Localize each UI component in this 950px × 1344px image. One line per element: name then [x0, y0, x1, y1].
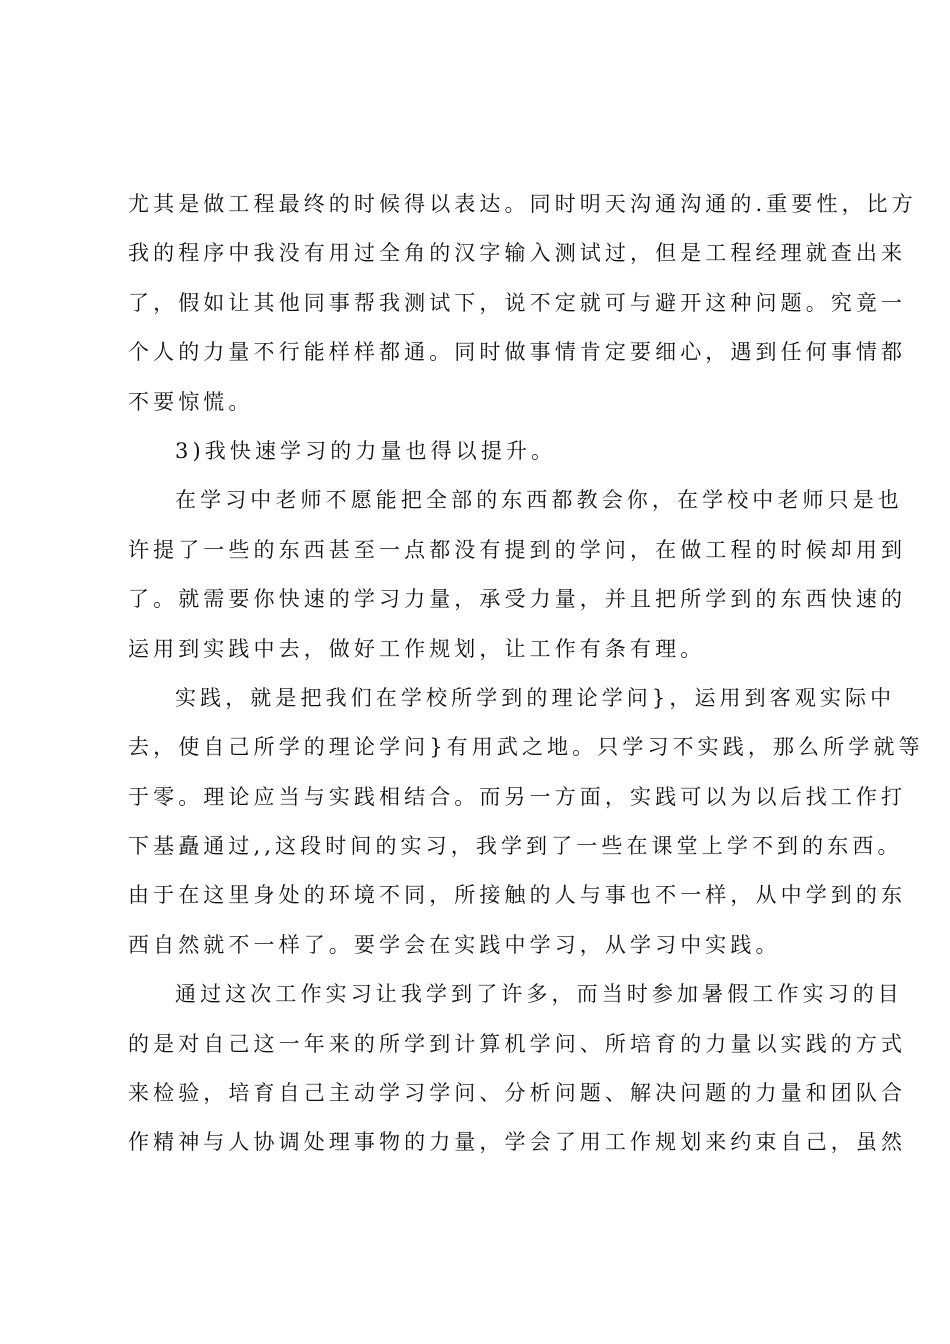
text-line: 西自然就不一样了。要学会在实践中学习，从学习中实践。: [128, 932, 781, 957]
text-line: 作精神与人协调处理事物的力量，学会了用工作规划来约束自己，虽然: [128, 1130, 907, 1155]
text-line: 许提了一些的东西甚至一点都没有提到的学问，在做工程的时候却用到: [128, 537, 907, 562]
text-line: 下基矗通过,,这段时间的实习，我学到了一些在课堂上学不到的东西。: [128, 834, 903, 859]
text-line: 我的程序中我没有用过全角的汉字输入测试过，但是工程经理就查出来: [128, 241, 907, 266]
text-line: 了，假如让其他同事帮我测试下，说不定就可与避开这种问题。究竟一: [128, 290, 907, 315]
paragraph-first-line: 在学习中老师不愿能把全部的东西都教会你，在学校中老师只是也: [175, 488, 903, 513]
paragraph-first-line: 通过这次工作实习让我学到了许多，而当时参加暑假工作实习的目: [175, 982, 903, 1007]
paragraph-first-line: 3)我快速学习的力量也得以提升。: [175, 438, 557, 463]
text-line: 了。就需要你快速的学习力量，承受力量，并且把所学到的东西快速的: [128, 587, 907, 612]
text-line: 去，使自己所学的理论学问}有用武之地。只学习不实践，那么所学就等: [128, 735, 924, 760]
text-line: 由于在这里身处的环境不同，所接触的人与事也不一样，从中学到的东: [128, 883, 907, 908]
text-line: 尤其是做工程最终的时候得以表达。同时明天沟通沟通的.重要性，比方: [128, 192, 917, 216]
text-line: 来检验，培育自己主动学习学问、分析问题、解决问题的力量和团队合: [128, 1081, 907, 1106]
text-line: 的是对自己这一年来的所学到计算机学问、所培育的力量以实践的方式: [128, 1031, 907, 1056]
text-line: 于零。理论应当与实践相结合。而另一方面，实践可以为以后找工作打: [128, 784, 907, 809]
document-body: [128, 188, 924, 1176]
text-line: 不要惊慌。: [128, 389, 254, 414]
paragraph-first-line: 实践，就是把我们在学校所学到的理论学问}，运用到客观实际中: [175, 685, 896, 710]
text-line: 个人的力量不行能样样都通。同时做事情肯定要细心，遇到任何事情都: [128, 340, 907, 365]
text-line: 运用到实践中去，做好工作规划，让工作有条有理。: [128, 636, 706, 661]
